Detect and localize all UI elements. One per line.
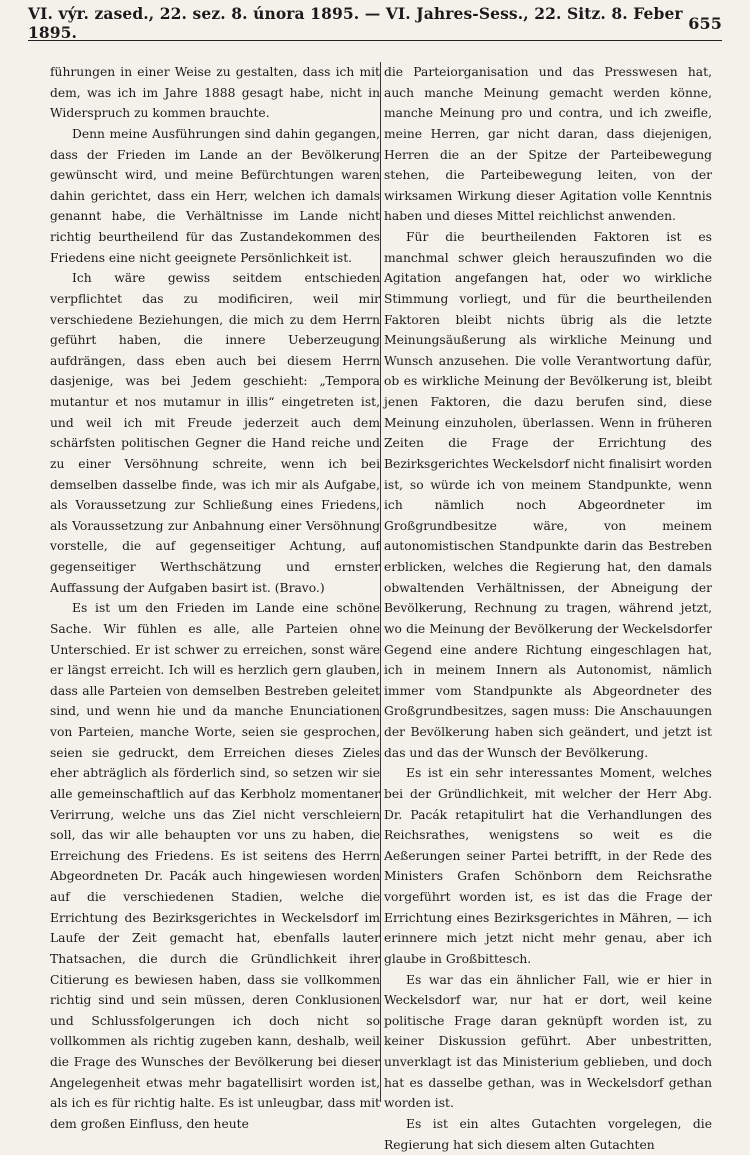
paragraph: führungen in einer Weise zu gestalten, dass ich mit dem, was ich im Jahre 1888 gesagt habe, nicht in Widerspruch zu kommen brauchte.: [50, 65, 380, 121]
paragraph: Ich wäre gewiss seitdem entschieden verpflichtet das zu modificiren, weil mir verschiedene Beziehungen, die mich zu dem Herrn geführt haben, die innere Ueberzeugung aufdrängen, dass eben auch bei diesem Herrn dasjenige, was bei Jedem geschieht: „Tempora mutantur et nos mutamur in illis“ eingetreten ist, und weil ich mit Freude jederzeit auch dem schärfsten politischen Gegner die Hand reiche und zu einer Versöhnung schreite, wenn ich bei demselben dasselbe finde, was ich mir als Aufgabe, als Voraussetzung zur Schließung eines Friedens, als Voraussetzung zur Anbahnung einer Versöhnung vorstelle, die auf gegenseitiger Achtung, auf gegenseitiger Werthschätzung und ernster Auffassung der Aufgaben basirt ist. (Bravo.): [50, 271, 380, 595]
page-header: [28, 6, 722, 41]
paragraph: Denn meine Ausführungen sind dahin gegangen, dass der Frieden im Lande an der Bevölkerung gewünscht wird, und meine Befürchtungen waren dahin gerichtet, dass ein Herr, welchen ich damals genannt habe, die Verhältnisse im Lande nicht richtig beurtheilend für das Zustandekommen des Friedens eine nicht geeignete Persönlichkeit ist.: [50, 126, 380, 265]
page-number: 655: [688, 13, 722, 33]
paragraph: Es ist ein sehr interessantes Moment, welches bei der Gründlichkeit, mit welcher der Herr Abg. Dr. Pacák retapitulirt hat die Verhandlungen des Reichsrathes, wenigstens so weit es die Aeßerungen seiner Partei betrifft, in der Rede des Ministers Grafen Schönborn dem Reichsrathe vorgeführt worden ist, es ist das die Frage der Errichtung eines Bezirksgerichtes in Mähren, — ich erinnere mich jetzt nicht mehr genau, aber ich glaube in Großbittesch.: [384, 766, 712, 966]
left-column: [50, 62, 380, 1135]
paragraph: Es ist um den Frieden im Lande eine schöne Sache. Wir fühlen es alle, alle Parteien ohne Unterschied. Er ist schwer zu erreichen, sonst wäre er längst erreicht. Ich will es herzlich gern glauben, dass alle Parteien von demselben Bestreben geleitet sind, und wenn hie und da manche Enunciationen von Parteien, manche Worte, seien sie gesprochen, seien sie gedruckt, dem Erreichen dieses Zieles eher abträglich als förderlich sind, so setzen wir sie alle gemeinschaftlich auf das Kerbholz momentaner Verirrung, welche uns das Ziel nicht verschleiern soll, das wir alle behaupten vor uns zu haben, die Erreichung des Friedens. Es ist seitens des Herrn Abgeordneten Dr. Pacák auch hingewiesen worden auf die verschiedenen Stadien, welche die Errichtung des Bezirksgerichtes in Weckelsdorf im Laufe der Zeit gemacht hat, ebenfalls lauter Thatsachen, die durch die Gründlichkeit ihrer Citierung es bewiesen haben, dass sie vollkommen richtig sind und sein müssen, deren Conklusionen und Schlussfolgerungen ich doch nicht so vollkommen als richtig zugeben kann, deshalb, weil die Frage des Wunsches der Bevölkerung bei dieser Angelegenheit etwas mehr bagatellisirt worden ist, als ich es für richtig halte. Es ist unleugbar, dass mit dem großen Einfluss, den heute: [50, 601, 380, 1131]
paragraph: Es ist ein altes Gutachten vorgelegen, die Regierung hat sich diesem alten Gutachten: [384, 1116, 712, 1152]
column-divider: [380, 62, 381, 1102]
paragraph: die Parteiorganisation und das Presswesen hat, auch manche Meinung gemacht werden könne, manche Meinung pro und contra, und ich zweifle, meine Herren, gar nicht daran, dass diejenigen, Herren die an der Spitze der Parteibewegung stehen, die Parteibewegung leiten, von der wirksamen Wirkung dieser Agitation volle Kenntnis haben und dieses Mittel reichlichst anwenden.: [384, 65, 712, 224]
paragraph: Es war das ein ähnlicher Fall, wie er hier in Weckelsdorf war, nur hat er dort, weil keine politische Frage daran geknüpft worden ist, zu keiner Diskussion geführt. Aber unbestritten, unverklagt ist das Ministerium geblieben, und doch hat es dasselbe gethan, was in Weckelsdorf gethan worden ist.: [384, 972, 712, 1111]
right-column: [384, 62, 712, 1155]
paragraph: Für die beurtheilenden Faktoren ist es manchmal schwer gleich herauszufinden wo die Agitation angefangen hat, oder wo wirkliche Stimmung vorliegt, und für die beurtheilenden Faktoren bleibt nichts übrig als die letzte Meinungsäußerung als wirkliche Meinung und Wunsch anzusehen. Die volle Verantwortung dafür, ob es wirkliche Meinung der Bevölkerung ist, bleibt jenen Faktoren, die dazu berufen sind, diese Meinung einzuholen, überlassen. Wenn in früheren Zeiten die Frage der Errichtung des Bezirksgerichtes Weckelsdorf nicht finalisirt worden ist, so würde ich von meinem Standpunkte, wenn ich nämlich noch Abgeordneter im Großgrundbesitze wäre, von meinem autonomistischen Standpunkte darin das Bestreben erblicken, welches die Regierung hat, den damals obwaltenden Verhältnissen, der Abneigung der Bevölkerung, Rechnung zu tragen, während jetzt, wo die Meinung der Bevölkerung der Weckelsdorfer Gegend eine andere Richtung eingeschlagen hat, ich in meinem Innern als Autonomist, nämlich immer vom Standpunkte als Abgeordneter des Großgrundbesitzes, sagen muss: Die Anschauungen der Bevölkerung haben sich geändert, und jetzt ist das und das der Wunsch der Bevölkerung.: [384, 230, 712, 760]
running-header: VI. výr. zased., 22. sez. 8. února 1895. — VI. Jahres-Sess., 22. Sitz. 8. Feber 1895.: [28, 4, 683, 42]
